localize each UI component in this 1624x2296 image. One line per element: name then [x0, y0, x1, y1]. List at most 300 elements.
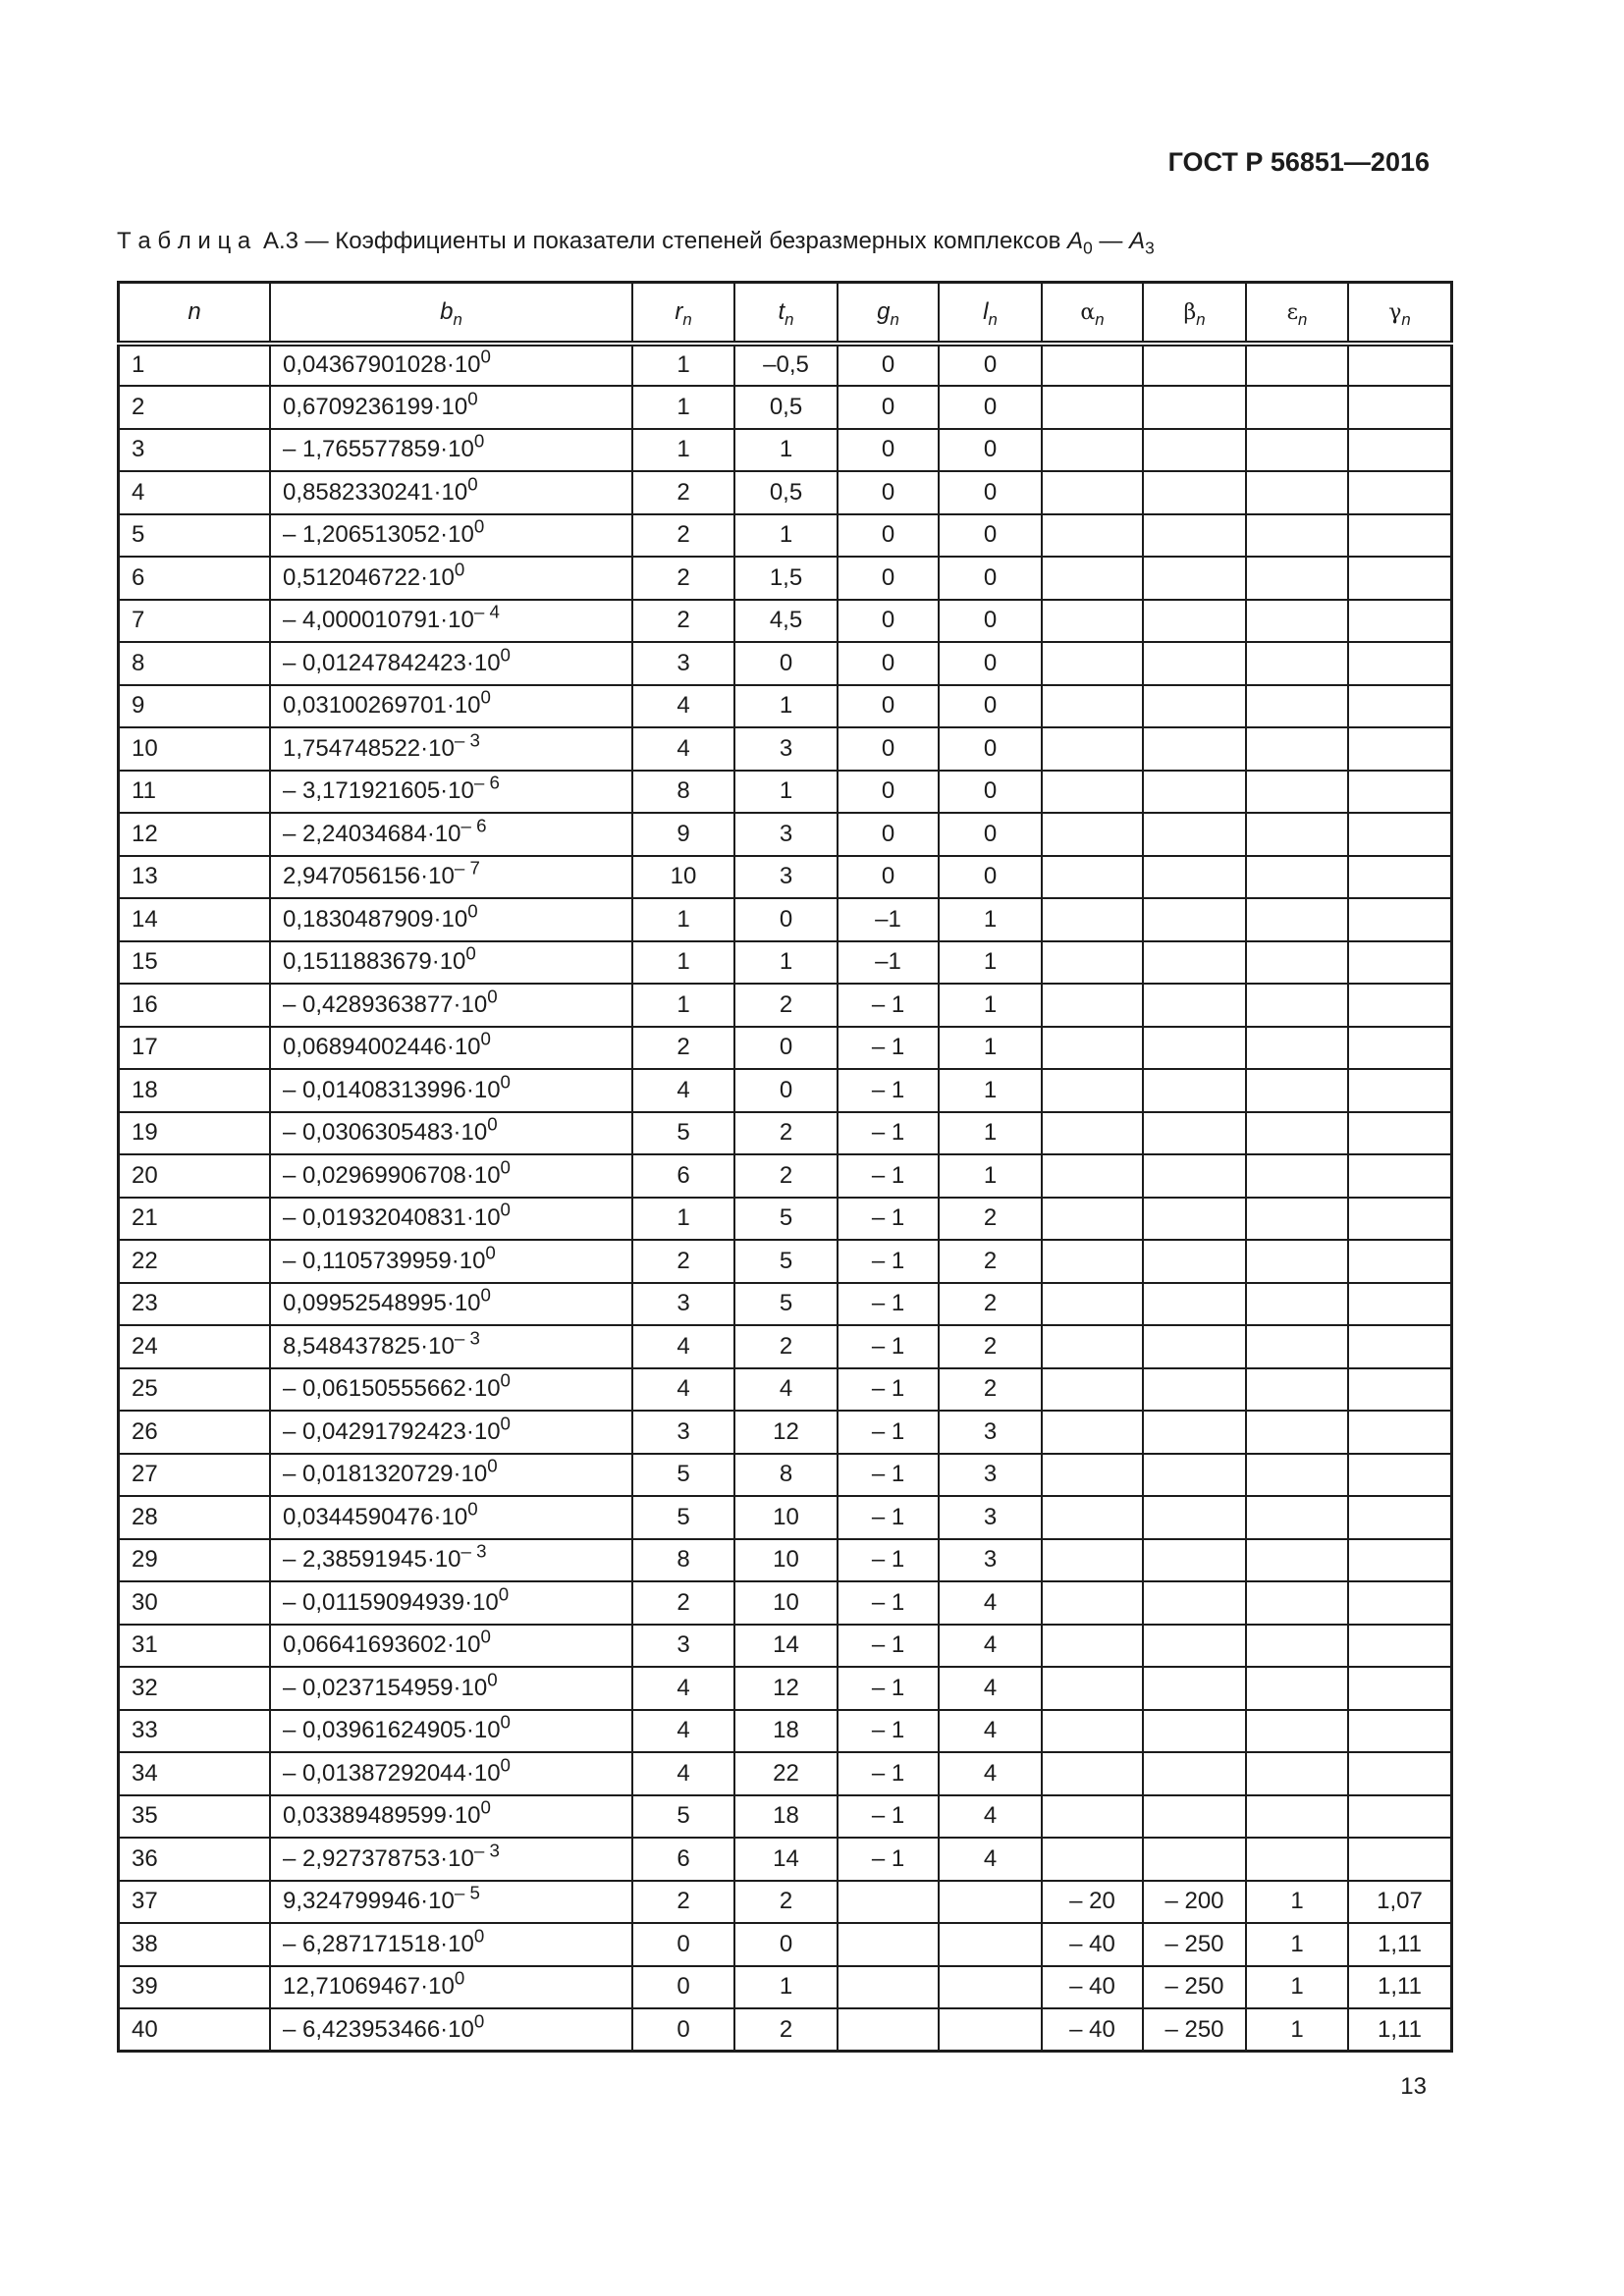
cell-r: 5	[632, 1454, 734, 1497]
coefficient-exponent: 0	[485, 1242, 496, 1263]
header-beta-index: n	[1196, 309, 1206, 329]
cell-alpha	[1042, 856, 1143, 899]
cell-beta	[1143, 471, 1246, 514]
coefficient-exponent: 0	[487, 1669, 498, 1690]
coefficient-exponent: 0	[473, 1925, 485, 1947]
coefficient-exponent: – 3	[454, 729, 480, 751]
cell-g: – 1	[838, 1411, 939, 1454]
cell-alpha: – 40	[1042, 2008, 1143, 2052]
coefficient-exponent: – 5	[454, 1882, 480, 1903]
cell-beta	[1143, 771, 1246, 814]
table-row	[119, 386, 1452, 429]
header-n-symbol: n	[188, 297, 201, 325]
cell-alpha	[1042, 813, 1143, 856]
cell-t: 2	[734, 1112, 838, 1155]
cell-alpha	[1042, 1283, 1143, 1326]
cell-eps	[1246, 1368, 1348, 1412]
cell-eps	[1246, 1539, 1348, 1582]
cell-b	[270, 344, 632, 387]
cell-r: 3	[632, 642, 734, 685]
cell-n: 35	[119, 1795, 271, 1839]
coefficient-mantissa: – 2,24034684·10	[283, 820, 461, 847]
header-r	[632, 283, 734, 344]
table-row	[119, 600, 1452, 643]
table-row	[119, 984, 1452, 1027]
cell-eps	[1246, 600, 1348, 643]
cell-eps	[1246, 386, 1348, 429]
cell-t: 18	[734, 1795, 838, 1839]
cell-beta	[1143, 1539, 1246, 1582]
cell-eps	[1246, 1625, 1348, 1668]
cell-b	[270, 471, 632, 514]
cell-r: 2	[632, 1027, 734, 1070]
cell-beta	[1143, 514, 1246, 558]
coefficient-exponent: – 6	[473, 772, 500, 793]
table-row	[119, 1581, 1452, 1625]
cell-n: 22	[119, 1240, 271, 1283]
cell-eps	[1246, 1795, 1348, 1839]
cell-alpha	[1042, 1795, 1143, 1839]
coefficient-mantissa: – 0,0181320729·10	[283, 1461, 488, 1488]
cell-alpha	[1042, 941, 1143, 985]
coefficient-mantissa: – 0,01408313996·10	[283, 1076, 501, 1103]
coefficient-exponent: 0	[473, 515, 485, 537]
cell-g: – 1	[838, 1625, 939, 1668]
cell-b	[270, 1240, 632, 1283]
cell-b	[270, 2008, 632, 2052]
coefficients-table	[117, 281, 1453, 2053]
cell-b	[270, 1325, 632, 1368]
table-row	[119, 1454, 1452, 1497]
table-row	[119, 1966, 1452, 2009]
cell-t: 14	[734, 1838, 838, 1881]
cell-g: 0	[838, 471, 939, 514]
coefficient-mantissa: 0,04367901028·10	[283, 351, 481, 379]
cell-eps	[1246, 1027, 1348, 1070]
cell-g: 0	[838, 344, 939, 387]
coefficient-mantissa: 0,03389489599·10	[283, 1802, 481, 1830]
coefficient-mantissa: 0,1830487909·10	[283, 905, 468, 933]
header-r-index: n	[682, 309, 692, 329]
coefficient-exponent: 0	[480, 1796, 491, 1818]
cell-alpha	[1042, 344, 1143, 387]
header-r-symbol: r	[675, 297, 683, 325]
coefficient-mantissa: – 2,38591945·10	[283, 1546, 461, 1574]
cell-gamma: 1,11	[1348, 2008, 1452, 2052]
cell-g	[838, 1966, 939, 2009]
cell-alpha	[1042, 1539, 1143, 1582]
cell-l: 0	[939, 386, 1042, 429]
cell-gamma	[1348, 1752, 1452, 1795]
header-n	[119, 283, 271, 344]
cell-n: 24	[119, 1325, 271, 1368]
cell-alpha	[1042, 898, 1143, 941]
cell-alpha	[1042, 1667, 1143, 1710]
cell-n: 36	[119, 1838, 271, 1881]
cell-g: – 1	[838, 1112, 939, 1155]
table-caption	[117, 228, 1155, 258]
cell-n: 7	[119, 600, 271, 643]
table-row	[119, 1411, 1452, 1454]
cell-alpha	[1042, 1710, 1143, 1753]
cell-beta	[1143, 1069, 1246, 1112]
cell-alpha	[1042, 514, 1143, 558]
cell-gamma	[1348, 1539, 1452, 1582]
header-b-symbol: b	[440, 297, 454, 325]
cell-t: 2	[734, 2008, 838, 2052]
cell-gamma	[1348, 471, 1452, 514]
cell-beta: – 250	[1143, 2008, 1246, 2052]
cell-eps	[1246, 1838, 1348, 1881]
cell-t: 0	[734, 642, 838, 685]
cell-b	[270, 1625, 632, 1668]
cell-l: 2	[939, 1198, 1042, 1241]
cell-n: 29	[119, 1539, 271, 1582]
cell-eps	[1246, 1240, 1348, 1283]
cell-t: 8	[734, 1454, 838, 1497]
cell-alpha	[1042, 429, 1143, 472]
cell-eps	[1246, 514, 1348, 558]
cell-t: 1	[734, 514, 838, 558]
header-b-index: n	[453, 309, 462, 329]
cell-l: 0	[939, 813, 1042, 856]
table-row	[119, 813, 1452, 856]
cell-g: – 1	[838, 1283, 939, 1326]
coefficient-exponent: 0	[500, 1156, 511, 1178]
cell-t: 2	[734, 984, 838, 1027]
coefficient-exponent: – 6	[460, 815, 487, 836]
cell-beta	[1143, 1027, 1246, 1070]
cell-gamma	[1348, 856, 1452, 899]
cell-beta	[1143, 1283, 1246, 1326]
cell-beta	[1143, 1667, 1246, 1710]
cell-gamma	[1348, 984, 1452, 1027]
coefficient-mantissa: 1,754748522·10	[283, 734, 455, 762]
table-row	[119, 1625, 1452, 1668]
cell-t: 10	[734, 1496, 838, 1539]
coefficient-exponent: 0	[480, 1284, 491, 1306]
cell-t: 14	[734, 1625, 838, 1668]
coefficient-mantissa: – 4,000010791·10	[283, 607, 474, 634]
header-alpha-index: n	[1095, 309, 1105, 329]
cell-n: 26	[119, 1411, 271, 1454]
cell-g	[838, 1923, 939, 1966]
cell-n: 25	[119, 1368, 271, 1412]
coefficient-mantissa: – 0,01159094939·10	[283, 1588, 499, 1616]
cell-eps	[1246, 1283, 1348, 1326]
cell-eps	[1246, 1069, 1348, 1112]
cell-eps	[1246, 771, 1348, 814]
cell-l: 2	[939, 1368, 1042, 1412]
cell-r: 4	[632, 1710, 734, 1753]
table-row	[119, 1881, 1452, 1924]
cell-eps	[1246, 344, 1348, 387]
cell-alpha	[1042, 1752, 1143, 1795]
cell-alpha	[1042, 1154, 1143, 1198]
coefficient-exponent: – 3	[460, 1540, 487, 1562]
cell-t: 4,5	[734, 600, 838, 643]
cell-b	[270, 1966, 632, 2009]
cell-g: – 1	[838, 1325, 939, 1368]
cell-g: – 1	[838, 1539, 939, 1582]
cell-gamma	[1348, 1154, 1452, 1198]
cell-beta	[1143, 1368, 1246, 1412]
cell-b	[270, 1581, 632, 1625]
cell-r: 0	[632, 1966, 734, 2009]
cell-b	[270, 1667, 632, 1710]
table-row	[119, 685, 1452, 728]
table-row	[119, 1325, 1452, 1368]
cell-t: 3	[734, 727, 838, 771]
cell-b	[270, 1539, 632, 1582]
cell-beta	[1143, 600, 1246, 643]
cell-beta: – 200	[1143, 1881, 1246, 1924]
cell-b	[270, 1411, 632, 1454]
cell-g: – 1	[838, 1240, 939, 1283]
cell-eps	[1246, 1667, 1348, 1710]
cell-n: 4	[119, 471, 271, 514]
table-row	[119, 1240, 1452, 1283]
cell-g: – 1	[838, 1496, 939, 1539]
cell-gamma	[1348, 1667, 1452, 1710]
coefficient-exponent: – 4	[473, 601, 500, 622]
cell-n: 20	[119, 1154, 271, 1198]
cell-alpha	[1042, 386, 1143, 429]
cell-alpha	[1042, 771, 1143, 814]
coefficient-exponent: 0	[500, 1754, 511, 1776]
cell-beta	[1143, 429, 1246, 472]
coefficient-exponent: 0	[480, 1028, 491, 1049]
caption-symbol-a0	[1067, 228, 1093, 258]
coefficient-exponent: 0	[473, 2010, 485, 2032]
cell-t: 0,5	[734, 386, 838, 429]
cell-b	[270, 1198, 632, 1241]
coefficient-exponent: 0	[487, 1455, 498, 1476]
cell-g	[838, 2008, 939, 2052]
cell-t: 5	[734, 1283, 838, 1326]
coefficient-mantissa: – 0,01932040831·10	[283, 1204, 501, 1232]
table-row	[119, 1027, 1452, 1070]
cell-l: 2	[939, 1325, 1042, 1368]
coefficient-mantissa: – 0,02969906708·10	[283, 1161, 501, 1189]
cell-gamma	[1348, 941, 1452, 985]
cell-g: –1	[838, 898, 939, 941]
cell-l	[939, 2008, 1042, 2052]
cell-r: 4	[632, 685, 734, 728]
cell-l: 4	[939, 1752, 1042, 1795]
cell-g: – 1	[838, 1581, 939, 1625]
coefficient-mantissa: – 0,01387292044·10	[283, 1759, 501, 1787]
coefficient-mantissa: 0,03100269701·10	[283, 692, 481, 720]
cell-l: 0	[939, 856, 1042, 899]
cell-b	[270, 642, 632, 685]
table-row	[119, 1539, 1452, 1582]
cell-l: 3	[939, 1411, 1042, 1454]
header-l-symbol: l	[983, 297, 989, 325]
coefficient-mantissa: 0,0344590476·10	[283, 1503, 468, 1530]
cell-g: –1	[838, 941, 939, 985]
coefficient-exponent: 0	[454, 559, 465, 580]
cell-gamma	[1348, 386, 1452, 429]
cell-g: – 1	[838, 1710, 939, 1753]
cell-g: – 1	[838, 1368, 939, 1412]
cell-g: 0	[838, 386, 939, 429]
coefficient-exponent: 0	[500, 1711, 511, 1733]
coefficient-mantissa: 12,71069467·10	[283, 1973, 455, 2001]
table-row	[119, 1923, 1452, 1966]
cell-gamma: 1,11	[1348, 1923, 1452, 1966]
header-t	[734, 283, 838, 344]
cell-eps	[1246, 642, 1348, 685]
cell-l: 2	[939, 1240, 1042, 1283]
coefficient-mantissa: – 0,06150555662·10	[283, 1375, 501, 1403]
table-row	[119, 1496, 1452, 1539]
cell-b	[270, 1881, 632, 1924]
cell-t: 1	[734, 429, 838, 472]
coefficient-exponent: 0	[500, 1071, 511, 1093]
cell-b	[270, 685, 632, 728]
cell-beta	[1143, 1795, 1246, 1839]
cell-t: 10	[734, 1581, 838, 1625]
cell-beta	[1143, 941, 1246, 985]
cell-t: 18	[734, 1710, 838, 1753]
cell-r: 4	[632, 1368, 734, 1412]
cell-b	[270, 1496, 632, 1539]
cell-eps	[1246, 813, 1348, 856]
cell-eps	[1246, 1496, 1348, 1539]
cell-beta	[1143, 557, 1246, 600]
cell-n: 33	[119, 1710, 271, 1753]
header-beta	[1143, 283, 1246, 344]
coefficient-mantissa: 0,06894002446·10	[283, 1034, 481, 1061]
coefficient-exponent: 0	[487, 986, 498, 1007]
cell-n: 39	[119, 1966, 271, 2009]
cell-r: 1	[632, 941, 734, 985]
coefficient-exponent: – 3	[454, 1327, 480, 1349]
cell-g: 0	[838, 771, 939, 814]
cell-alpha	[1042, 1496, 1143, 1539]
coefficient-mantissa: – 0,0237154959·10	[283, 1674, 488, 1701]
cell-l: 0	[939, 514, 1042, 558]
cell-t: 3	[734, 856, 838, 899]
coefficient-exponent: 0	[473, 430, 485, 452]
cell-t: 1	[734, 685, 838, 728]
cell-l: 0	[939, 771, 1042, 814]
cell-n: 10	[119, 727, 271, 771]
cell-beta	[1143, 1752, 1246, 1795]
caption-symbol-a3-letter: A	[1129, 228, 1146, 254]
cell-beta	[1143, 856, 1246, 899]
cell-l	[939, 1881, 1042, 1924]
header-l	[939, 283, 1042, 344]
cell-alpha	[1042, 685, 1143, 728]
cell-n: 38	[119, 1923, 271, 1966]
cell-n: 16	[119, 984, 271, 1027]
caption-title: А.3 — Коэффициенты и показатели степеней безразмерных комплексов	[262, 228, 1061, 254]
cell-alpha	[1042, 1454, 1143, 1497]
cell-beta	[1143, 1454, 1246, 1497]
cell-eps	[1246, 429, 1348, 472]
cell-r: 3	[632, 1625, 734, 1668]
cell-b	[270, 898, 632, 941]
cell-gamma	[1348, 771, 1452, 814]
cell-b	[270, 771, 632, 814]
cell-eps	[1246, 685, 1348, 728]
coefficient-mantissa: 0,6709236199·10	[283, 393, 468, 420]
table-row	[119, 557, 1452, 600]
cell-r: 1	[632, 386, 734, 429]
cell-gamma	[1348, 898, 1452, 941]
cell-b	[270, 557, 632, 600]
cell-b	[270, 1752, 632, 1795]
cell-l: 3	[939, 1496, 1042, 1539]
cell-r: 2	[632, 1240, 734, 1283]
coefficient-mantissa: 9,324799946·10	[283, 1888, 455, 1915]
cell-beta	[1143, 1581, 1246, 1625]
cell-r: 5	[632, 1795, 734, 1839]
cell-alpha	[1042, 1240, 1143, 1283]
header-gamma	[1348, 283, 1452, 344]
cell-alpha	[1042, 1625, 1143, 1668]
caption-symbol-a3-index: 3	[1145, 238, 1155, 258]
cell-eps: 1	[1246, 1923, 1348, 1966]
cell-n: 17	[119, 1027, 271, 1070]
cell-l: 4	[939, 1667, 1042, 1710]
cell-eps	[1246, 1710, 1348, 1753]
cell-eps	[1246, 727, 1348, 771]
coefficient-exponent: – 7	[454, 857, 480, 879]
table-row	[119, 1198, 1452, 1241]
cell-l: 1	[939, 941, 1042, 985]
cell-gamma	[1348, 1069, 1452, 1112]
cell-gamma: 1,07	[1348, 1881, 1452, 1924]
cell-r: 4	[632, 1069, 734, 1112]
document-designation: ГОСТ Р 56851—2016	[1167, 147, 1430, 177]
cell-r: 1	[632, 984, 734, 1027]
cell-l: 1	[939, 1069, 1042, 1112]
table-header	[119, 283, 1452, 344]
header-gamma-index: n	[1401, 309, 1411, 329]
cell-t: 10	[734, 1539, 838, 1582]
cell-gamma	[1348, 600, 1452, 643]
cell-r: 8	[632, 1539, 734, 1582]
cell-gamma	[1348, 1454, 1452, 1497]
cell-g: – 1	[838, 1198, 939, 1241]
cell-beta	[1143, 1625, 1246, 1668]
cell-eps: 1	[1246, 1966, 1348, 2009]
cell-alpha	[1042, 642, 1143, 685]
header-t-symbol: t	[778, 297, 785, 325]
cell-l: 0	[939, 344, 1042, 387]
cell-b	[270, 984, 632, 1027]
table-row	[119, 856, 1452, 899]
cell-n: 31	[119, 1625, 271, 1668]
coefficient-mantissa: 0,09952548995·10	[283, 1290, 481, 1317]
coefficient-exponent: 0	[465, 942, 476, 964]
coefficient-exponent: 0	[500, 1199, 511, 1220]
cell-eps: 1	[1246, 1881, 1348, 1924]
cell-g: 0	[838, 727, 939, 771]
cell-g: – 1	[838, 1838, 939, 1881]
cell-alpha	[1042, 557, 1143, 600]
cell-gamma	[1348, 1368, 1452, 1412]
cell-gamma	[1348, 1710, 1452, 1753]
cell-b	[270, 514, 632, 558]
cell-l: 3	[939, 1454, 1042, 1497]
cell-g: – 1	[838, 1454, 939, 1497]
cell-n: 9	[119, 685, 271, 728]
cell-beta	[1143, 1240, 1246, 1283]
